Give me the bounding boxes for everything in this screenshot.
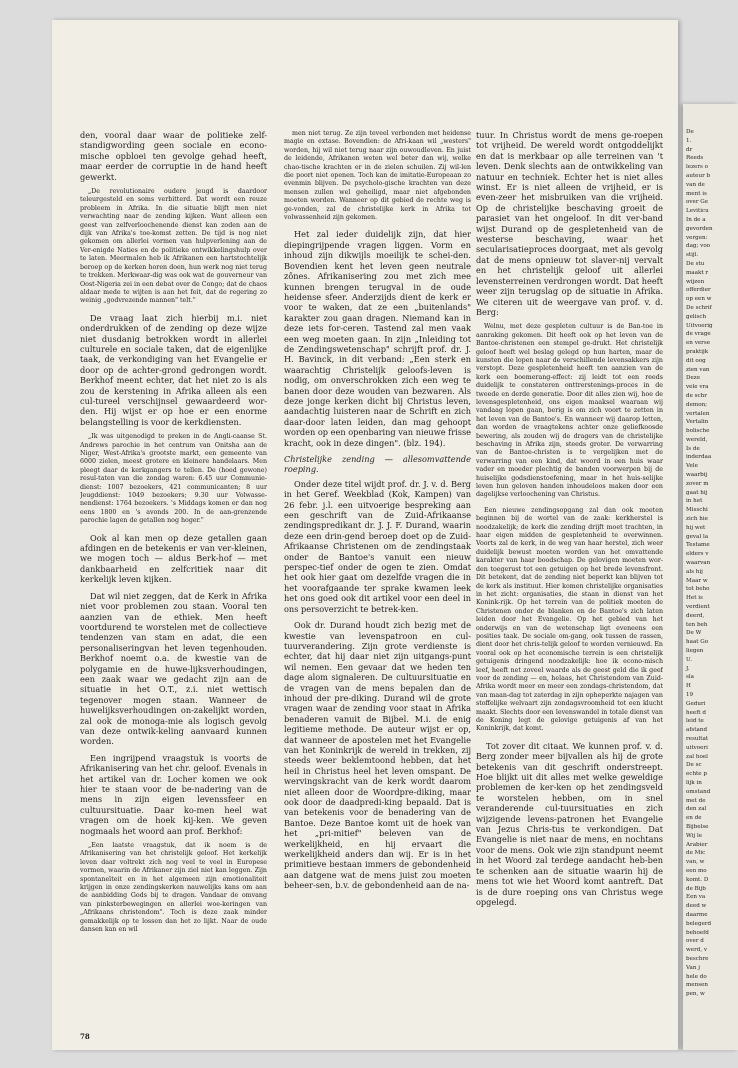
fragment-line: en de: [686, 815, 702, 822]
fragment-line: haat Go: [686, 639, 709, 646]
paragraph: Een ingrijpend vraagstuk is voorts de Afrikanisering van het chr. geloof. Evenals in het artikel van dr. Locher komen we ook hier te staan voor de be-nadering van de mens in zijn eigen levenssfeer en cultuursituatie. Daar ko-men heel wat vragen om de hoek kij-ken. We geven nogmaals het woord aan prof. Berkhof:: [80, 752, 267, 836]
fragment-line: Maar w: [686, 577, 708, 584]
paragraph: De vraag laat zich hierbij m.i. niet onderdrukken of de zending op deze wijze niet dusdanig betrokken wordt in allerlei culturele en sociale taken, dat de eigenlijke taak, de verkondiging van het Evangelie er door op de achter-grond gedrongen wordt. Berkhof meent echter, dat het niet zo is als zou de kerstening in Afrika alleen als een cul-tureel verschijnsel gewaardeerd wor-den. Hij wijst er op hoe er een enorme belangstelling is voor de kerkdiensten.: [80, 312, 267, 427]
page-number: 78: [80, 1032, 90, 1041]
paragraph: Het zal ieder duidelijk zijn, dat hier diepingrijpende vragen liggen. Vorm en inhoud zijn dikwijls moeilijk te schei-den. Bovendien kent het leven geen neutrale zônes. Afrikanisering zou met zich mee kunnen brengen terugval in de oude heidense sfeer. Anderzijds dient de kerk er voor te waken, dat ze een „buitenlands" karakter zou gaan dragen. Niemand kan in deze iets for-ceren. Tastend zal men vaak een weg moeten gaan. In zijn „Inleiding tot de Zendingswetenschap" schrijft prof. dr. J. H. Bavinck, in dit verband: „Een sterk en waarachtig Christelijk geloofs-leven is nodig, om onverschrokken zich een weg te banen door deze wouden van bezwaren. Als deze jonge kerken dicht bij Christus leven, aandachtig luisteren naar de Schrift en zich daar-door laten leiden, dan mag gehoopt worden op een openbaring van nieuwe frisse kracht, ook in deze dingen". (blz. 194).: [284, 229, 471, 448]
quoted-passage: „Een laatste vraagstuk, dat ik noem is de Afrikanisering van het christelijk geloof. Het kerkelijk leven daar voltrekt zich nog veel te veel in Europese vormen, waarin de Afrikaner zijn ziel niet kan leggen. Zijn spontaneïteit en in het algemeen zijn emotionaliteit krijgen in onze zendingskerken nauwelijks kans om aan de aanbidding Gods bij te dragen. Vandaar de omvang van pinksterbewegingen en allerlei woe-keringen van „Afrikaans christendom". Toch is deze zaak minder gemakkelijk op te lossen dan het zo lijkt. Naar de oude dansen kan en wil: [80, 842, 267, 934]
fragment-line: de vrage: [686, 331, 711, 338]
paragraph: Onder deze titel wijdt prof. dr. J. v. d. Berg in het Geref. Weekblad (Kok, Kampen) van 26 febr. j.l. een uitvoerige bespreking aan een geschrift van de Zuid-Afrikaanse zendingspredikant dr. J. J. F. Durand, waarin deze een drin-gend beroep doet op de Zuid-Afrikaanse Christenen om de zendingstaak onder de Bantoe's vanuit een nieuw perspec-tief onder de ogen te zien. Omdat het ook hier gaat om dezelfde vragen die in het voorafgaande ter sprake kwamen leek het ons goed ook dit artikel voor een deel in ons persoverzicht te betrek-ken.: [284, 478, 471, 614]
fragment-line: waarvan: [686, 560, 711, 567]
right-page-fragment: [683, 104, 738, 1050]
fragment-line: zien van: [686, 366, 710, 373]
fragment-line: Arabier: [686, 841, 708, 848]
fragment-line: vertalen: [686, 410, 710, 417]
fragment-line: den zal: [686, 806, 707, 813]
fragment-line: afstand: [686, 727, 708, 734]
fragment-line: behoefd: [686, 929, 709, 936]
fragment-line: 19: [686, 692, 694, 698]
fragment-line: Van j: [686, 964, 700, 971]
fragment-line: belegerd: [686, 920, 712, 927]
fragment-line: een mo: [686, 867, 707, 874]
fragment-line: demon;: [686, 401, 708, 408]
quoted-passage: Welnu, met deze gespleten cultuur is de Ban-toe in aanraking gekomen. Dit heeft ook op het leven van de Bantoe-christenen een stempel ge-drukt. Het christelijk geloof heeft wel beslag gelegd op hun harten, maar de kunsten die lopen naar de verschillende levensakkers zijn verstopt. Deze gespletenheid heeft ten aanzien van de kerk een boemerang-effect: zij leidt tot een reeds duidelijk te constateren onttrerstenings-proces in de tweede en derde generatie. Door dit alles zien wij, hoe de levensgespletenheid, ons eigen maaksel waaraan wij vandaag lopen gaan, berig is om zich voort te zetten in het leven van de Bantoe's. En wanneer wij daarop letten, dan worden de vraagtekens achter onze geliefkoosde bewering, als zouden wij de dragers van de christelijke beschaving in Afrika zijn, steeds groter. De verwarring van de Bantoe-christen is te vergelijken met de verwarring van een kind, dat woord in een huis waar vader en moeder plechtig de banden voorwerpen bij de huiselijke godsdienstoefening, maar in het huis-selijke leven hun geloven handen inhoudeloos maken door een dagelijkse verloochening van Christus.: [476, 323, 663, 499]
fragment-line: deed w: [686, 903, 707, 910]
fragment-line: wijzen: [686, 278, 705, 285]
paragraph: Dat wil niet zeggen, dat de Kerk in Afrika niet voor problemen zou staan. Vooral ten aanzien van de ethiek. Men heeft voortdurend te worstelen met de collectieve tendenzen van stam en adat, die een personaliseringvan het leven tegenhouden. Berkhof noemt o.a. de kwestie van de polygamie en de huwe-lijksverhoudingen, een zaak waar we gedacht zijn aan de situatie in het O.T., z.i. niet wettisch tegenover mogen staan. Wanneer de huwelijksverhoudingen on-zakelijkt worden, zal ook de monoga-mie als logisch gevolg van deze ontwik-keling aanvaard kunnen worden.: [80, 590, 267, 747]
fragment-line: uitvoeri: [686, 744, 708, 751]
fragment-line: auteur b: [686, 172, 711, 179]
fragment-line: Wij le: [686, 832, 703, 839]
fragment-line: resultat: [686, 735, 709, 742]
fragment-line: zich hie: [686, 516, 708, 523]
fragment-line: en verse: [686, 340, 711, 347]
fragment-line: U.: [686, 656, 692, 663]
fragment-line: pen, w: [686, 991, 705, 998]
fragment-line: de Mic: [686, 850, 706, 857]
fragment-line: De sc: [686, 762, 702, 769]
fragment-line: als hij: [686, 568, 703, 575]
fragment-line: over Ge: [686, 199, 709, 206]
fragment-line: Geduri: [686, 700, 706, 707]
fragment-line: Reeds: [686, 155, 704, 162]
fragment-line: geval la: [686, 533, 709, 540]
fragment-line: werd, v: [686, 947, 708, 954]
fragment-line: elders v: [686, 551, 709, 558]
paragraph: tuur. In Christus wordt de mens ge-roepen tot vrijheid. De wereld wordt ontgoddelijkt en dat is merkbaar op alle terreinen van 't leven. Denk slechts aan de ontwikkeling van natuur en techniek. Echter het is niet alles winst. Er is niet alleen de vrijheid, er is even-zeer het misbruiken van die vrijheid. Op de christelijke beschaving groeit de parasiet van het ongeloof. In dit ver-band wijst Durand op de gespletenheid van de westerse beschaving, waar het secularisatieproces doorgaat, met als gevolg dat de mens opnieuw tot slaver-nij vervalt en het christelijk geloof uit allerlei levensterreinen verdrongen wordt. Dat heeft weer zijn terugslag op de situatie in Afrika. We citeren uit de weergave van prof. v. d. Berg:: [476, 130, 663, 317]
fragment-line: Misschi: [686, 507, 708, 514]
left-page: [52, 20, 678, 1050]
quoted-passage: Een nieuwe zendingsopgang zal dan ook moeten beginnen bij de wortel van de zaak: kerkherstel is noodzakelijk; de kerk die zending drijft moet trachten, in haar eigen midden de gespletenheid te overwinnen. Voorts zal de kerk, in de weg van haar herstel, zich weer duidelijk bewust moeten worden van het omvattende karakter van haar boodschap. De gelovigen moeten wor-den toegerust tot een getuigen op het brede levensfront. Dit betekent, dat de zending niet beperkt kan blijven tot de kerk als instituut. Hier komen christelijke organisaties in het zicht: organisaties, die staan in dienst van het Konink-rijk. Op het terrein van de politiek moeten de Christenen onder de blanken en de Bantoe's zich laten leiden door het Evangelie. Op het gebied van het onderwijs en van de wetenschap ligt eveneens een posities taak. De sociale om-gang, ook tussen de rassen, dient door het chris-telijk geloof te worden vernieuwd. En vooral ook op het economische terrein is een christelijk getuigenis dringend noodzakelijk: hoe ik econo-misch leef, heeft net zoveel waarde als de geest geld die ik geef voor de zending — en, helaas, het Christendom van Zuid-Afrika wordt meer en meer een zondags-christendom, dat van maan-dag tot zaterdag in zijn opheperkte najagen van stoffelijke welvaart zijn zondagsvroomheid tot een klucht maakt. Slechts door een levenswandel in totale dienst van de Koning legt de gelovige getuigenis af van het Koninkrijk, dat komt.: [476, 506, 663, 733]
paragraph: Ook al kan men op deze getallen gaan afdingen en de betekenis er van ver-kleinen, we mogen toch — aldus Berk-hof — met dankbaarheid en zelfcritiek naar dit kerkelijk leven kijken.: [80, 532, 267, 585]
fragment-line: hele do: [686, 973, 707, 980]
fragment-line: sla: [686, 674, 694, 681]
fragment-line: bolische: [686, 428, 710, 435]
fragment-line: Leviticu: [686, 208, 709, 215]
fragment-line: zover m: [686, 480, 709, 487]
fragment-line: dag; voo: [686, 243, 711, 250]
fragment-line: met de: [686, 797, 706, 804]
fragment-line: tot beho: [686, 586, 710, 593]
fragment-line: lezers o: [686, 164, 709, 171]
paragraph: den, vooral daar waar de politieke zelf-standigwording geen sociale en econo-mische opbloei ten gevolge gehad heeft, maar eerder de corruptie in de hand heeft gewerkt.: [80, 130, 267, 182]
section-heading: Christelijke zending — allesomvattende roeping.: [284, 454, 471, 475]
fragment-line: gelisch: [686, 313, 707, 320]
fragment-line: Vertalin: [686, 419, 709, 426]
fragment-line: leid te: [686, 718, 704, 725]
fragment-line: in het: [686, 498, 703, 505]
fragment-line: vergen:: [686, 234, 708, 241]
fragment-line: 1.: [686, 137, 692, 144]
fragment-line: ment is: [686, 190, 707, 197]
fragment-line: Vele: [686, 463, 698, 470]
fragment-line: liegen: [686, 648, 704, 655]
fragment-line: omstand: [686, 788, 711, 795]
column-1: [80, 130, 267, 958]
column-2: [284, 130, 471, 950]
fragment-line: zal hoel: [686, 753, 708, 760]
fragment-line: hij wet: [686, 524, 706, 531]
fragment-line: heeft d: [686, 709, 706, 716]
fragment-line: praktijk: [686, 348, 709, 355]
fragment-line: vele vra: [686, 384, 709, 391]
column-3: [476, 130, 663, 950]
quoted-passage: „De revolutionaire oudere jeugd is daardoor teleurgesteld en soms verbitterd. Dat wordt een reuze probleem in Afrika. In die situatie blijft men niet verwachting naar de zending kijken. Want alleen een geest van zelfverloochenende dienst kan zoden aan de dijk van Afrika's toe-komst zetten. De tijd is nog niet gekomen om allerlei vormen van hulpverlening aan de Ver-enigde Naties en de politieke ontwikkelingshulp over te laten. Meermalen heb ik Afrikanen een hartstochtelijk beroep op de kerken horen doen, hun werk nog niet terug te trekken. Merkwaar-dig was ook wat de gouverneur van Oost-Nigeria zei in een debat over de Congo; dat de chaos aldaar mede te wijten is aan het feit, dat de regering zo weinig „godvrezende mannen" telt.": [80, 188, 267, 305]
fragment-line: De: [686, 129, 694, 135]
fragment-line: dit oog: [686, 357, 706, 364]
fragment-line: de schr: [686, 392, 707, 399]
fragment-line: van de: [686, 181, 705, 188]
fragment-line: op een w: [686, 296, 712, 303]
fragment-line: De stu: [686, 260, 705, 267]
quoted-passage: men niet terug. Ze zijn teveel verbonden met heidense magie en extase. Bovendien: de Afri-kaan wil „westers" worden, hij wil niet terug naar zijn ouwoudleven. En juist de leidende, Afrikanen weten wel beter dan wij, welke chao-tische krachten er in de zielen schuilen. Zij wil-len die poort niet openen. Toch kan de imitatie-Europeaan zo evenmin blijven. De psycholo-gische krachten van deze mensen zullen wel geheiligd, maar niet afgebonden moeten worden. Wanneer op dit gebied de rechte weg is ge-vonden, zal de christelijke kerk in Afrika tot volwassenheid zijn gekomen.: [284, 130, 471, 222]
fragment-line: stijl.: [686, 252, 699, 259]
fragment-line: Een va: [686, 894, 706, 901]
fragment-line: van, w: [686, 859, 705, 866]
fragment-line: Deze: [686, 375, 701, 382]
fragment-line: De schrif: [686, 304, 712, 311]
fragment-line: daarme: [686, 911, 708, 918]
fragment-line: Testame: [686, 542, 710, 549]
fragment-line: maakt r: [686, 269, 709, 276]
fragment-line: inderdaa: [686, 454, 712, 461]
fragment-line: komt. D: [686, 876, 709, 883]
fragment-line: verdient: [686, 604, 710, 611]
paragraph: Tot zover dit citaat. We kunnen prof. v. d. Berg zonder meer bijvallen als hij de grote betekenis van dit geschrift onderstreept. Hoe blijkt uit dit alles met welke geweldige problemen de ker-ken op het zendingsveld te worstelen hebben, om in snel veranderende cul-tuursituaties en zich wijzigende levens-patronen het Evangelie van Jezus Chris-tus te verkondigen. Dat Evangelie is niet naar de mens, en nochtans voor de mens. Ook wie zijn standpunt neemt in het Woord zal terdege aandacht heb-ben te schenken aan de situatie waarin hij de mens tot wie het Woord komt aantreft. Dat is de dure roeping ons van Christus wege opgelegd.: [476, 740, 663, 907]
fragment-line: lijk in: [686, 779, 702, 786]
paragraph: Ook dr. Durand houdt zich bezig met de kwestie van levenspatroon en cul-tuurverandering. Zijn grote verdienste is echter, dat hij daar niet zijn uitgangs-punt wil nemen. Een gevaar dat we heden ten dage alom signaleren. De cultuursituatie en de vragen van de mens bepalen dan de inhoud der pre-diking. Durand wil de grote vragen waar de zending voor staat in Afrika benaderen vanuit de Bijbel. M.i. de enig legitieme methode. De auteur wijst er op, dat wanneer de apostelen met het Evangelie van het Koninkrijk de wereld in trekken, zij steeds weer beklemtoond hebben, dat het heil in Christus heel het leven omspant. De wervingskracht van de kerk wordt daarom niet alleen door de Woordpre-diking, maar ook door de daadpredi-king bepaald. Dat is van betekenis voor de benadering van de Bantoe. Deze Bantoe komt uit de hoek van het „pri-mitief" beleven van de werkelijkheid, en hij ervaart die werkelijkheid anders dan wij. Er is in het primitieve bestaan immers de gebondenheid aan datgene wat de mens juist zou moeten beheer-sen, b.v. de gebondenheid aan de na-: [284, 620, 471, 891]
fragment-line: over d: [686, 938, 704, 945]
fragment-line: echte p: [686, 771, 707, 778]
fragment-line: ten beh: [686, 621, 708, 628]
fragment-line: H: [686, 683, 691, 690]
fragment-line: Uitvoerig: [686, 322, 713, 329]
fragment-line: wereld,: [686, 436, 708, 443]
fragment-line: gevorden: [686, 225, 713, 232]
fragment-line: deerd,: [686, 612, 705, 619]
fragment-line: de Bijb: [686, 885, 706, 892]
quoted-passage: „Ik was uitgenodigd te preken in de Angli-caanse St. Andrews parochie in het centrum van Onitsha aan de Niger, West-Afrika's grootste markt, een gemeente van 6000 zielen, meest grotere en kleinere handelaars. Men pleegt daar de kerkgangers te tellen. De (hoed gewone) resul-taten van die zondag waren: 6.45 uur Communie-dienst: 1007 bezoekers, 421 communicanten; 8 uur Jeugddienst: 1049 bezoekers; 9.30 uur Volwasse-nendienst: 1764 bezoekers. 's Middags komen er dan nog eens 1800 en 's avonds 200. In de aan-grenzende parochie lagen de getallen nog hoger.": [80, 433, 267, 525]
fragment-line: Bijbelse: [686, 823, 709, 830]
fragment-line: gaat hij: [686, 489, 708, 496]
fragment-line: De W: [686, 630, 702, 637]
fragment-line: offerdier: [686, 287, 711, 294]
fragment-line: beschre: [686, 955, 709, 962]
fragment-line: mensen: [686, 982, 709, 989]
right-page-lines: [683, 128, 713, 999]
fragment-line: waarbij: [686, 472, 708, 479]
fragment-line: Het is: [686, 595, 703, 602]
fragment-line: In de a: [686, 216, 706, 223]
fragment-line: J.: [686, 665, 690, 672]
fragment-line: dr: [686, 146, 693, 153]
fragment-line: Is de: [686, 445, 700, 452]
